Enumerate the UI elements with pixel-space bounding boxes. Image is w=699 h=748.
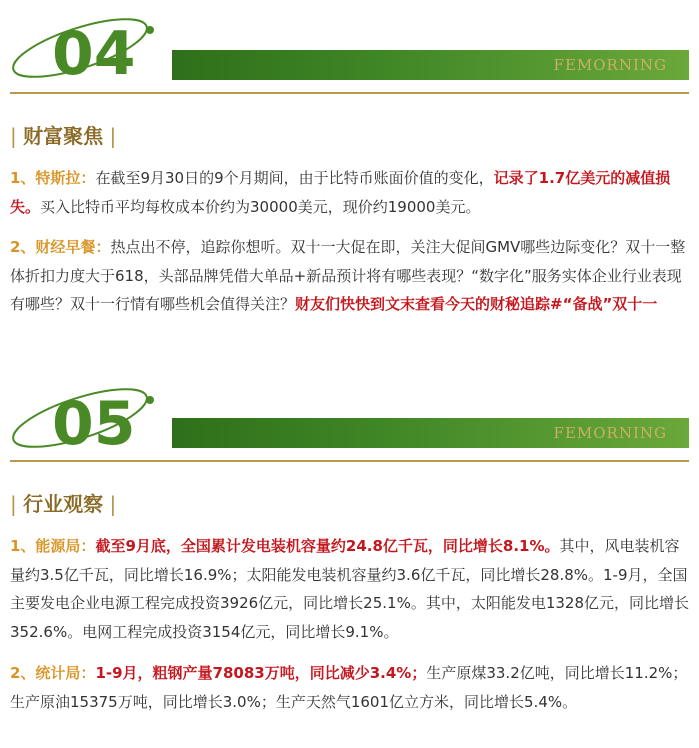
news-item: 2、统计局：1-9月，粗钢产量78083万吨，同比减少3.4%；生产原煤33.2亿吨，同比增长11.2%；生产原油15375万吨，同比增长3.0%；生产天然气1601亿立方米，同比增长5.4%。 xyxy=(10,664,688,711)
news-item: 1、能源局：截至9月底，全国累计发电装机容量约24.8亿千瓦，同比增长8.1%。其中，风电装机容量约3.5亿千瓦，同比增长16.9%；太阳能发电装机容量约3.6亿千瓦，同比增长28.8%。1-9月，全国主要发电企业电源工程完成投资3926亿元，同比增长25.1%。其中，太阳能发电1328亿元，同比增长352.6%。电网工程完成投资3154亿元，同比增长9.1%。 xyxy=(10,537,690,641)
section-heading: | 行业观察 | xyxy=(10,492,117,516)
brand-text: FEMORNING xyxy=(553,424,667,442)
divider xyxy=(10,92,689,94)
section-number: 04 xyxy=(52,19,136,88)
divider xyxy=(10,460,689,462)
orbit-number-graphic xyxy=(0,378,180,458)
orbit-number-graphic xyxy=(0,8,180,88)
brand-bar xyxy=(172,418,689,448)
section-heading: | 财富聚焦 | xyxy=(10,124,117,148)
news-item: 1、特斯拉：在截至9月30日的9个月期间，由于比特币账面价值的变化，记录了1.7亿美元的减值损失。买入比特币平均每枚成本价约为30000美元，现价约19000美元。 xyxy=(10,169,671,216)
brand-text: FEMORNING xyxy=(553,56,667,74)
section-04-banner xyxy=(0,8,699,88)
brand-bar xyxy=(172,50,689,80)
section-number: 05 xyxy=(52,389,136,458)
section-05-banner xyxy=(0,378,699,458)
news-item: 2、财经早餐：热点出不停，追踪你想听。双十一大促在即，关注大促间GMV哪些边际变化？双十一整体折扣力度大于618，头部品牌凭借大单品+新品预计将有哪些表现？“数字化”服务实体企业行业表现有哪些？双十一行情有哪些机会值得关注？财友们快快到文末查看今天的财秘追踪#“备战”双十一 xyxy=(10,238,686,313)
